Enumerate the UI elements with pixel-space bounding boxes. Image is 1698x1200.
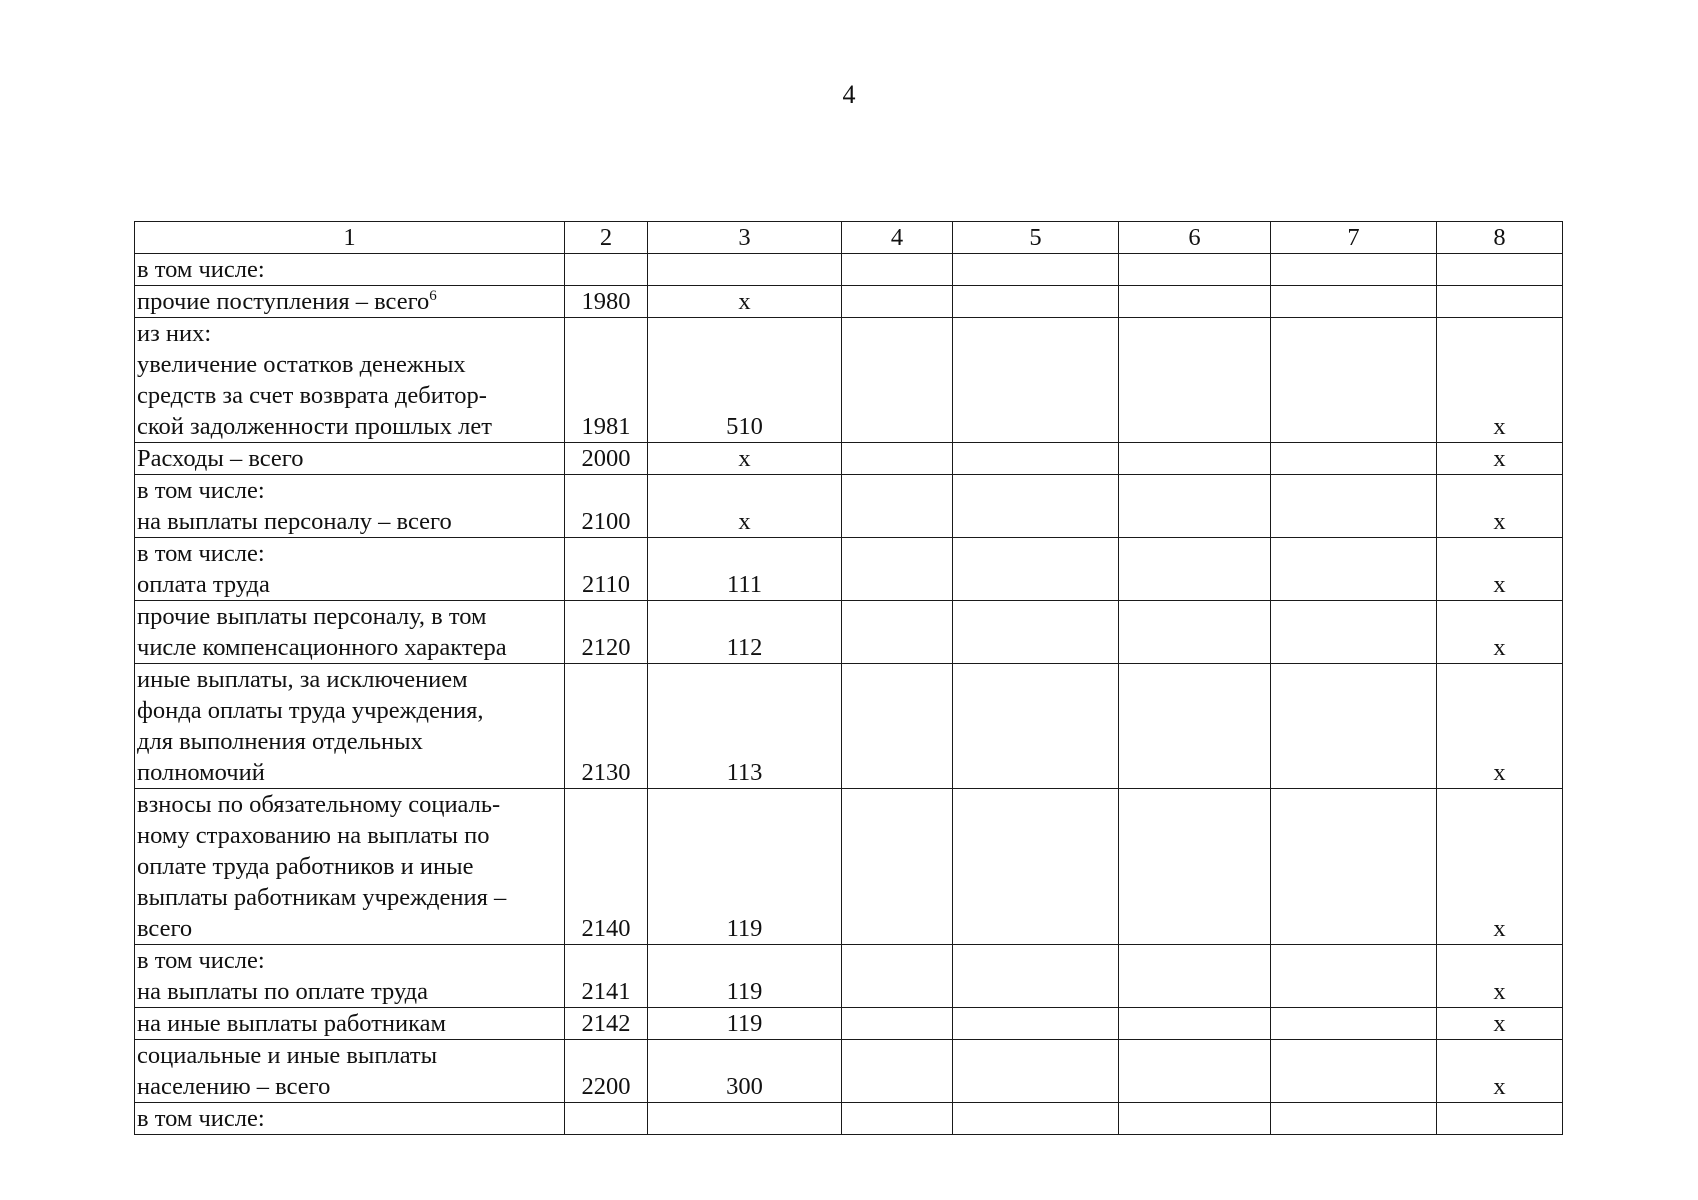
empty-cell: [1271, 1040, 1437, 1103]
empty-cell: [842, 286, 953, 318]
row-col8: х: [1437, 945, 1563, 1008]
empty-cell: [1271, 664, 1437, 789]
table-row: [135, 1040, 1563, 1103]
row-code: 2140: [565, 789, 648, 945]
empty-cell: [1119, 664, 1271, 789]
row-name: на иные выплаты работникам: [135, 1008, 565, 1040]
table-row: [135, 286, 1563, 318]
footnote-marker: 6: [429, 288, 437, 304]
row-col8: х: [1437, 789, 1563, 945]
empty-cell: [842, 601, 953, 664]
table-row: [135, 538, 1563, 601]
row-kbk: 300: [648, 1040, 842, 1103]
empty-cell: [1271, 318, 1437, 443]
empty-cell: [842, 664, 953, 789]
empty-cell: [1271, 538, 1437, 601]
empty-cell: [842, 1008, 953, 1040]
empty-cell: [953, 789, 1119, 945]
row-kbk: [648, 254, 842, 286]
table-row: [135, 475, 1563, 538]
row-code: 2200: [565, 1040, 648, 1103]
row-col8: х: [1437, 475, 1563, 538]
row-code: 2100: [565, 475, 648, 538]
empty-cell: [953, 664, 1119, 789]
row-col8: х: [1437, 443, 1563, 475]
column-number: 8: [1437, 222, 1563, 254]
empty-cell: [842, 945, 953, 1008]
empty-cell: [1271, 1008, 1437, 1040]
empty-cell: [1119, 789, 1271, 945]
empty-cell: [1119, 286, 1271, 318]
row-kbk: 119: [648, 1008, 842, 1040]
empty-cell: [1119, 1103, 1271, 1135]
row-col8: [1437, 286, 1563, 318]
row-col8: х: [1437, 318, 1563, 443]
column-number: 2: [565, 222, 648, 254]
table-row: [135, 601, 1563, 664]
row-code: 1981: [565, 318, 648, 443]
empty-cell: [1119, 1008, 1271, 1040]
column-number: 1: [135, 222, 565, 254]
empty-cell: [1119, 945, 1271, 1008]
empty-cell: [1271, 601, 1437, 664]
empty-cell: [842, 475, 953, 538]
column-number: 6: [1119, 222, 1271, 254]
row-name: прочие выплаты персоналу, в том числе компенсационного характера: [135, 601, 565, 664]
row-col8: х: [1437, 664, 1563, 789]
row-name: социальные и иные выплаты населению – всего: [135, 1040, 565, 1103]
empty-cell: [1271, 443, 1437, 475]
row-code: 2120: [565, 601, 648, 664]
table-row: [135, 1103, 1563, 1135]
empty-cell: [953, 1008, 1119, 1040]
empty-cell: [1271, 286, 1437, 318]
column-number-row: [135, 222, 1563, 254]
row-kbk: 111: [648, 538, 842, 601]
row-col8: [1437, 254, 1563, 286]
row-code: 2130: [565, 664, 648, 789]
empty-cell: [1119, 1040, 1271, 1103]
empty-cell: [1119, 443, 1271, 475]
table-row: [135, 664, 1563, 789]
empty-cell: [1271, 475, 1437, 538]
row-kbk: 119: [648, 789, 842, 945]
column-number: 4: [842, 222, 953, 254]
row-col8: х: [1437, 538, 1563, 601]
row-name: в том числе: на выплаты по оплате труда: [135, 945, 565, 1008]
empty-cell: [953, 1040, 1119, 1103]
empty-cell: [953, 254, 1119, 286]
row-name: в том числе: на выплаты персоналу – всего: [135, 475, 565, 538]
empty-cell: [953, 601, 1119, 664]
empty-cell: [1119, 318, 1271, 443]
empty-cell: [1271, 945, 1437, 1008]
row-col8: [1437, 1103, 1563, 1135]
row-kbk: 112: [648, 601, 842, 664]
empty-cell: [842, 1103, 953, 1135]
empty-cell: [1271, 254, 1437, 286]
row-name: в том числе: оплата труда: [135, 538, 565, 601]
row-name: в том числе:: [135, 254, 565, 286]
row-name-text: прочие поступления – всего: [137, 288, 430, 315]
empty-cell: [842, 789, 953, 945]
row-kbk: 119: [648, 945, 842, 1008]
page-number: 4: [842, 80, 856, 109]
table-row: [135, 443, 1563, 475]
column-number: 7: [1271, 222, 1437, 254]
empty-cell: [842, 538, 953, 601]
empty-cell: [842, 443, 953, 475]
row-kbk: х: [648, 443, 842, 475]
row-code: 2142: [565, 1008, 648, 1040]
row-code: [565, 1103, 648, 1135]
table-row: [135, 789, 1563, 945]
row-name: в том числе:: [135, 1103, 565, 1135]
row-name: иные выплаты, за исключением фонда оплаты труда учреждения, для выполнения отдельных полномочий: [135, 664, 565, 789]
empty-cell: [1119, 538, 1271, 601]
table-row: [135, 945, 1563, 1008]
row-code: 2110: [565, 538, 648, 601]
row-name: из них: увеличение остатков денежных средств за счет возврата дебитор- ской задолженности прошлых лет: [135, 318, 565, 443]
row-col8: х: [1437, 601, 1563, 664]
empty-cell: [953, 1103, 1119, 1135]
row-col8: х: [1437, 1040, 1563, 1103]
empty-cell: [953, 286, 1119, 318]
empty-cell: [953, 318, 1119, 443]
column-number: 3: [648, 222, 842, 254]
empty-cell: [953, 443, 1119, 475]
empty-cell: [953, 475, 1119, 538]
empty-cell: [1119, 475, 1271, 538]
row-kbk: 510: [648, 318, 842, 443]
row-code: 1980: [565, 286, 648, 318]
row-name: Расходы – всего: [135, 443, 565, 475]
row-kbk: 113: [648, 664, 842, 789]
row-code: 2141: [565, 945, 648, 1008]
table-row: [135, 1008, 1563, 1040]
empty-cell: [842, 254, 953, 286]
table-row: [135, 254, 1563, 286]
empty-cell: [953, 945, 1119, 1008]
empty-cell: [1271, 789, 1437, 945]
row-kbk: х: [648, 475, 842, 538]
row-name: [135, 286, 565, 318]
row-kbk: х: [648, 286, 842, 318]
row-col8: х: [1437, 1008, 1563, 1040]
financial-plan-table: [134, 221, 1563, 1135]
empty-cell: [1119, 601, 1271, 664]
row-code: 2000: [565, 443, 648, 475]
row-name: взносы по обязательному социаль- ному страхованию на выплаты по оплате труда работников и иные выплаты работникам учреждения – всего: [135, 789, 565, 945]
empty-cell: [842, 318, 953, 443]
empty-cell: [842, 1040, 953, 1103]
table-row: [135, 318, 1563, 443]
empty-cell: [1119, 254, 1271, 286]
empty-cell: [1271, 1103, 1437, 1135]
row-kbk: [648, 1103, 842, 1135]
column-number: 5: [953, 222, 1119, 254]
empty-cell: [953, 538, 1119, 601]
row-code: [565, 254, 648, 286]
